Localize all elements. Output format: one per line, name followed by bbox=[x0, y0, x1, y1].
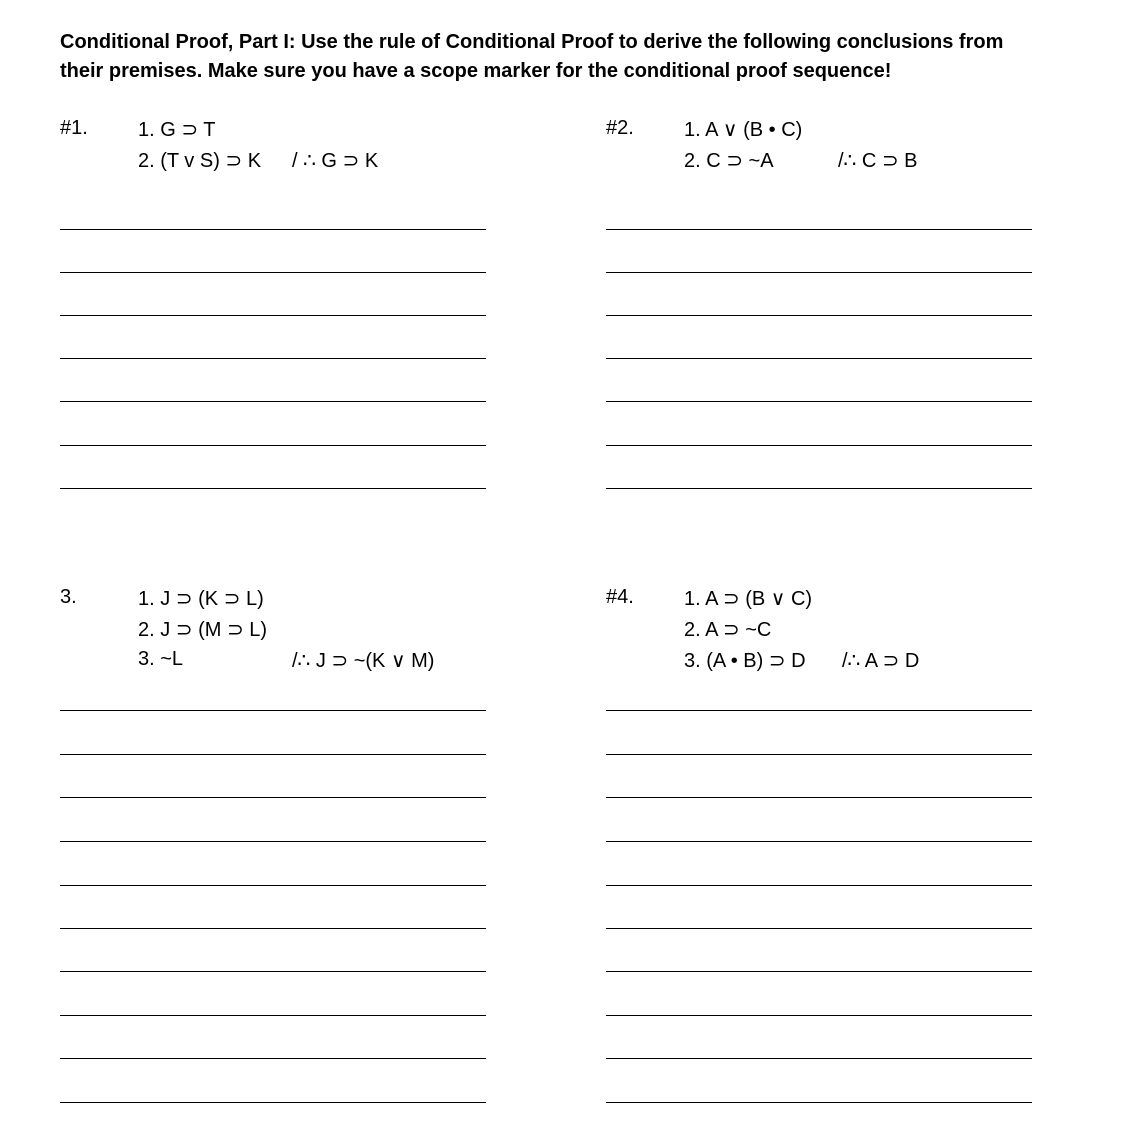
answer-line[interactable] bbox=[60, 1015, 486, 1016]
instructions-line-1: Conditional Proof, Part I: Use the rule of Conditional Proof to derive the following conclusions from bbox=[60, 31, 1004, 53]
answer-line[interactable] bbox=[606, 272, 1032, 273]
answer-line[interactable] bbox=[606, 754, 1032, 755]
premise-2: 2. C ⊃ ~A bbox=[684, 150, 774, 172]
answer-line[interactable] bbox=[60, 928, 486, 929]
answer-line[interactable] bbox=[60, 1058, 486, 1059]
premise-2: 2. A ⊃ ~C bbox=[684, 619, 772, 641]
conclusion: /∴ J ⊃ ~(K ∨ M) bbox=[292, 650, 435, 672]
answer-line[interactable] bbox=[606, 1015, 1032, 1016]
conclusion: /∴ A ⊃ D bbox=[842, 650, 920, 672]
answer-line[interactable] bbox=[60, 488, 486, 489]
answer-line[interactable] bbox=[60, 710, 486, 711]
conclusion: / ∴ G ⊃ K bbox=[292, 150, 379, 172]
answer-line[interactable] bbox=[60, 841, 486, 842]
answer-line[interactable] bbox=[606, 710, 1032, 711]
answer-line[interactable] bbox=[60, 971, 486, 972]
answer-line[interactable] bbox=[606, 797, 1032, 798]
conclusion: /∴ C ⊃ B bbox=[838, 150, 918, 172]
answer-line[interactable] bbox=[60, 315, 486, 316]
instructions-heading bbox=[60, 28, 1100, 86]
problem-number: #2. bbox=[606, 117, 634, 139]
answer-line[interactable] bbox=[606, 401, 1032, 402]
premise-2: 2. J ⊃ (M ⊃ L) bbox=[138, 619, 268, 641]
answer-line[interactable] bbox=[60, 229, 486, 230]
answer-line[interactable] bbox=[60, 754, 486, 755]
answer-line[interactable] bbox=[606, 488, 1032, 489]
answer-line[interactable] bbox=[606, 229, 1032, 230]
instructions-line-2: their premises. Make sure you have a scope marker for the conditional proof sequence! bbox=[60, 60, 892, 82]
premise-1: 1. G ⊃ T bbox=[138, 119, 216, 141]
problem-number: #1. bbox=[60, 117, 88, 139]
answer-line[interactable] bbox=[606, 358, 1032, 359]
premise-1: 1. A ⊃ (B ∨ C) bbox=[684, 588, 813, 610]
answer-line[interactable] bbox=[606, 928, 1032, 929]
answer-line[interactable] bbox=[60, 445, 486, 446]
premise-3: 3. (A • B) ⊃ D bbox=[684, 650, 806, 672]
answer-line[interactable] bbox=[606, 1102, 1032, 1103]
answer-line[interactable] bbox=[606, 971, 1032, 972]
premise-1: 1. A ∨ (B • C) bbox=[684, 119, 803, 141]
answer-line[interactable] bbox=[606, 445, 1032, 446]
problem-number: 3. bbox=[60, 586, 77, 608]
answer-line[interactable] bbox=[60, 797, 486, 798]
answer-line[interactable] bbox=[60, 1102, 486, 1103]
answer-line[interactable] bbox=[606, 841, 1032, 842]
answer-line[interactable] bbox=[606, 315, 1032, 316]
premise-2: 2. (T v S) ⊃ K bbox=[138, 150, 262, 172]
premise-3: 3. ~L bbox=[138, 648, 184, 670]
answer-line[interactable] bbox=[60, 358, 486, 359]
answer-line[interactable] bbox=[606, 1058, 1032, 1059]
answer-line[interactable] bbox=[60, 272, 486, 273]
answer-line[interactable] bbox=[60, 401, 486, 402]
answer-line[interactable] bbox=[60, 885, 486, 886]
problem-number: #4. bbox=[606, 586, 634, 608]
answer-line[interactable] bbox=[606, 885, 1032, 886]
premise-1: 1. J ⊃ (K ⊃ L) bbox=[138, 588, 264, 610]
